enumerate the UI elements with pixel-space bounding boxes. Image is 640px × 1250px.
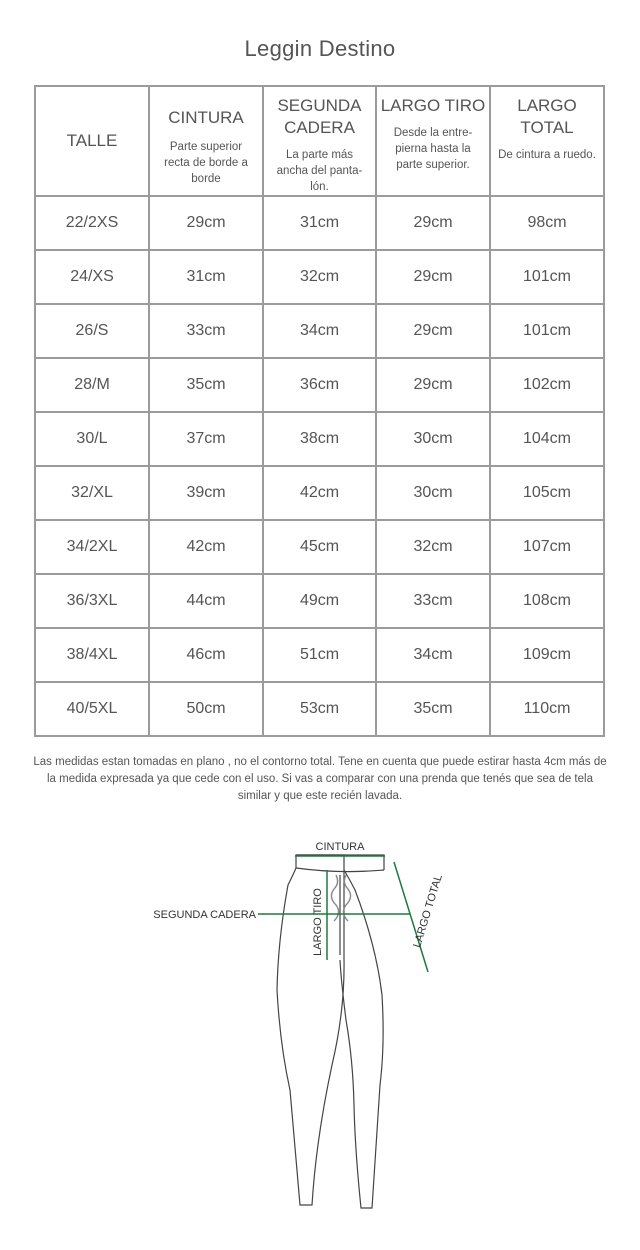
cell-talle: 38/4XL [35,628,149,682]
cell-largo-tiro: 29cm [376,196,490,250]
cell-cintura: 46cm [149,628,263,682]
cell-talle: 34/2XL [35,520,149,574]
header-row [35,86,604,196]
cell-cintura: 29cm [149,196,263,250]
table-row [35,574,604,628]
table-row [35,682,604,736]
table-row [35,304,604,358]
header-segunda-cadera-description: La parte más ancha del panta-lón. [276,149,363,193]
header-segunda-cadera-label: SEGUNDA CADERA [277,96,362,137]
size-chart-table [34,85,605,737]
cell-cintura: 35cm [149,358,263,412]
table-row [35,358,604,412]
cell-talle: 24/XS [35,250,149,304]
cell-talle: 36/3XL [35,574,149,628]
cell-largo-tiro: 34cm [376,628,490,682]
cell-largo-total: 102cm [490,358,604,412]
table-row [35,250,604,304]
cell-largo-total: 101cm [490,304,604,358]
cell-talle: 28/M [35,358,149,412]
cell-largo-total: 105cm [490,466,604,520]
cell-segunda-cadera: 36cm [263,358,376,412]
header-largo-tiro-description: Desde la entre-pierna hasta la parte superior. [393,127,473,171]
cell-largo-tiro: 32cm [376,520,490,574]
largo-total-label: LARGO TOTAL [411,873,445,950]
header-talle [35,86,149,196]
table-row [35,412,604,466]
cell-largo-tiro: 29cm [376,250,490,304]
cell-segunda-cadera: 32cm [263,250,376,304]
table-row [35,196,604,250]
cell-segunda-cadera: 38cm [263,412,376,466]
measurement-note: Las medidas estan tomadas en plano , no el contorno total. Tene en cuenta que puede estirar hasta 4cm más de la medida expresada ya que cede con el uso. Si vas a comparar con una prenda que tenés que sea de tela similar y que este recién lavada. [33,756,607,802]
cell-segunda-cadera: 51cm [263,628,376,682]
header-largo-total-label: LARGO TOTAL [517,96,577,137]
cell-talle: 40/5XL [35,682,149,736]
cell-segunda-cadera: 31cm [263,196,376,250]
segunda-cadera-label: SEGUNDA CADERA [153,909,256,921]
cell-cintura: 31cm [149,250,263,304]
cell-largo-total: 110cm [490,682,604,736]
cell-largo-total: 108cm [490,574,604,628]
cell-cintura: 33cm [149,304,263,358]
cell-cintura: 42cm [149,520,263,574]
cell-largo-total: 101cm [490,250,604,304]
table-row [35,466,604,520]
cell-segunda-cadera: 42cm [263,466,376,520]
cell-largo-tiro: 33cm [376,574,490,628]
cell-cintura: 37cm [149,412,263,466]
cell-largo-tiro: 29cm [376,304,490,358]
cell-largo-total: 109cm [490,628,604,682]
header-largo-total [490,86,604,196]
leggings-measurement-diagram [140,830,460,1220]
cell-segunda-cadera: 53cm [263,682,376,736]
header-cintura-label: CINTURA [168,108,244,127]
cell-segunda-cadera: 34cm [263,304,376,358]
cell-talle: 22/2XS [35,196,149,250]
cell-largo-tiro: 30cm [376,466,490,520]
cell-largo-tiro: 30cm [376,412,490,466]
cell-largo-tiro: 29cm [376,358,490,412]
cell-cintura: 39cm [149,466,263,520]
header-cintura [149,86,263,196]
table-row [35,628,604,682]
header-largo-tiro [376,86,490,196]
cell-segunda-cadera: 49cm [263,574,376,628]
cell-largo-total: 98cm [490,196,604,250]
cintura-label: CINTURA [315,841,365,853]
cell-cintura: 44cm [149,574,263,628]
header-largo-tiro-label: LARGO TIRO [380,96,486,115]
cell-talle: 30/L [35,412,149,466]
page-title: Leggin Destino [244,36,396,61]
table-row [35,520,604,574]
cell-talle: 32/XL [35,466,149,520]
cell-largo-total: 107cm [490,520,604,574]
header-talle-label: TALLE [66,131,118,150]
cell-cintura: 50cm [149,682,263,736]
cell-segunda-cadera: 45cm [263,520,376,574]
leggings-outline-icon [277,855,384,1208]
header-segunda-cadera [263,86,376,196]
header-cintura-description: Parte superior recta de borde a borde [164,141,248,185]
cell-largo-tiro: 35cm [376,682,490,736]
cell-talle: 26/S [35,304,149,358]
header-largo-total-description: De cintura a ruedo. [498,149,596,161]
cell-largo-total: 104cm [490,412,604,466]
largo-tiro-label: LARGO TIRO [312,888,324,956]
